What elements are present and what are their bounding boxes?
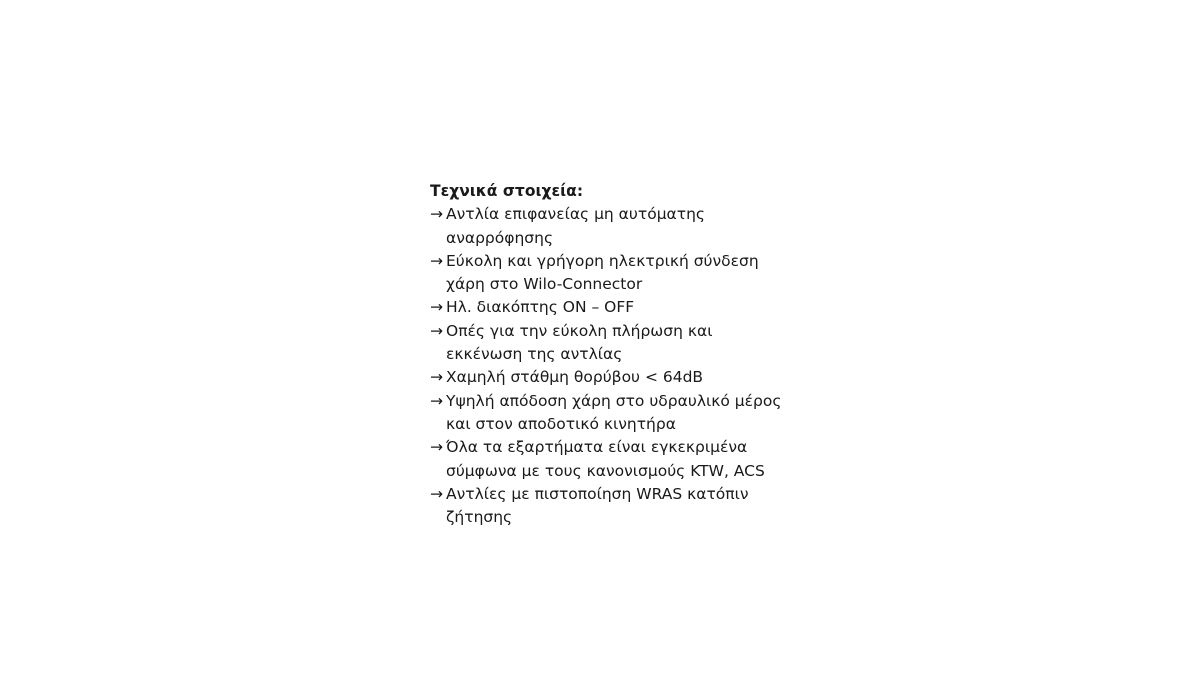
- arrow-right-icon: →: [430, 368, 443, 387]
- spec-item: [430, 320, 790, 367]
- spec-line: εκκένωση της αντλίας: [446, 345, 623, 364]
- spec-line: Όλα τα εξαρτήματα είναι εγκεκριμένα: [446, 438, 748, 457]
- spec-item: [430, 203, 790, 250]
- spec-line: Αντλία επιφανείας μη αυτόματης: [446, 205, 706, 224]
- spec-line: Εύκολη και γρήγορη ηλεκτρική σύνδεση: [446, 251, 759, 270]
- spec-line: και στον αποδοτικό κινητήρα: [446, 414, 676, 433]
- arrow-right-icon: →: [430, 205, 443, 224]
- spec-line: Ηλ. διακόπτης ON – OFF: [446, 298, 635, 317]
- spec-item: [430, 250, 790, 297]
- spec-line: Υψηλή απόδοση χάρη στο υδραυλικό μέρος: [446, 391, 782, 410]
- spec-item: [430, 436, 790, 483]
- spec-line: ζήτησης: [446, 508, 513, 527]
- arrow-right-icon: →: [430, 391, 443, 410]
- arrow-right-icon: →: [430, 484, 443, 503]
- spec-line: Αντλίες με πιστοποίηση WRAS κατόπιν: [446, 484, 749, 503]
- spec-item: [430, 483, 790, 530]
- spec-item: [430, 366, 790, 389]
- spec-line: Οπές για την εύκολη πλήρωση και: [446, 321, 713, 340]
- spec-line: σύμφωνα με τους κανονισμούς KTW, ACS: [446, 461, 765, 480]
- arrow-right-icon: →: [430, 438, 443, 457]
- arrow-right-icon: →: [430, 251, 443, 270]
- spec-line: χάρη στο Wilo-Connector: [446, 275, 643, 294]
- spec-item: [430, 390, 790, 437]
- spec-line: αναρρόφησης: [446, 228, 554, 247]
- arrow-right-icon: →: [430, 321, 443, 340]
- spec-item: [430, 296, 790, 319]
- specs-list: [430, 203, 790, 529]
- specs-title: Τεχνικά στοιχεία:: [430, 182, 584, 200]
- spec-line: Χαμηλή στάθμη θορύβου < 64dB: [446, 368, 704, 387]
- arrow-right-icon: →: [430, 298, 443, 317]
- technical-specs: [430, 180, 790, 529]
